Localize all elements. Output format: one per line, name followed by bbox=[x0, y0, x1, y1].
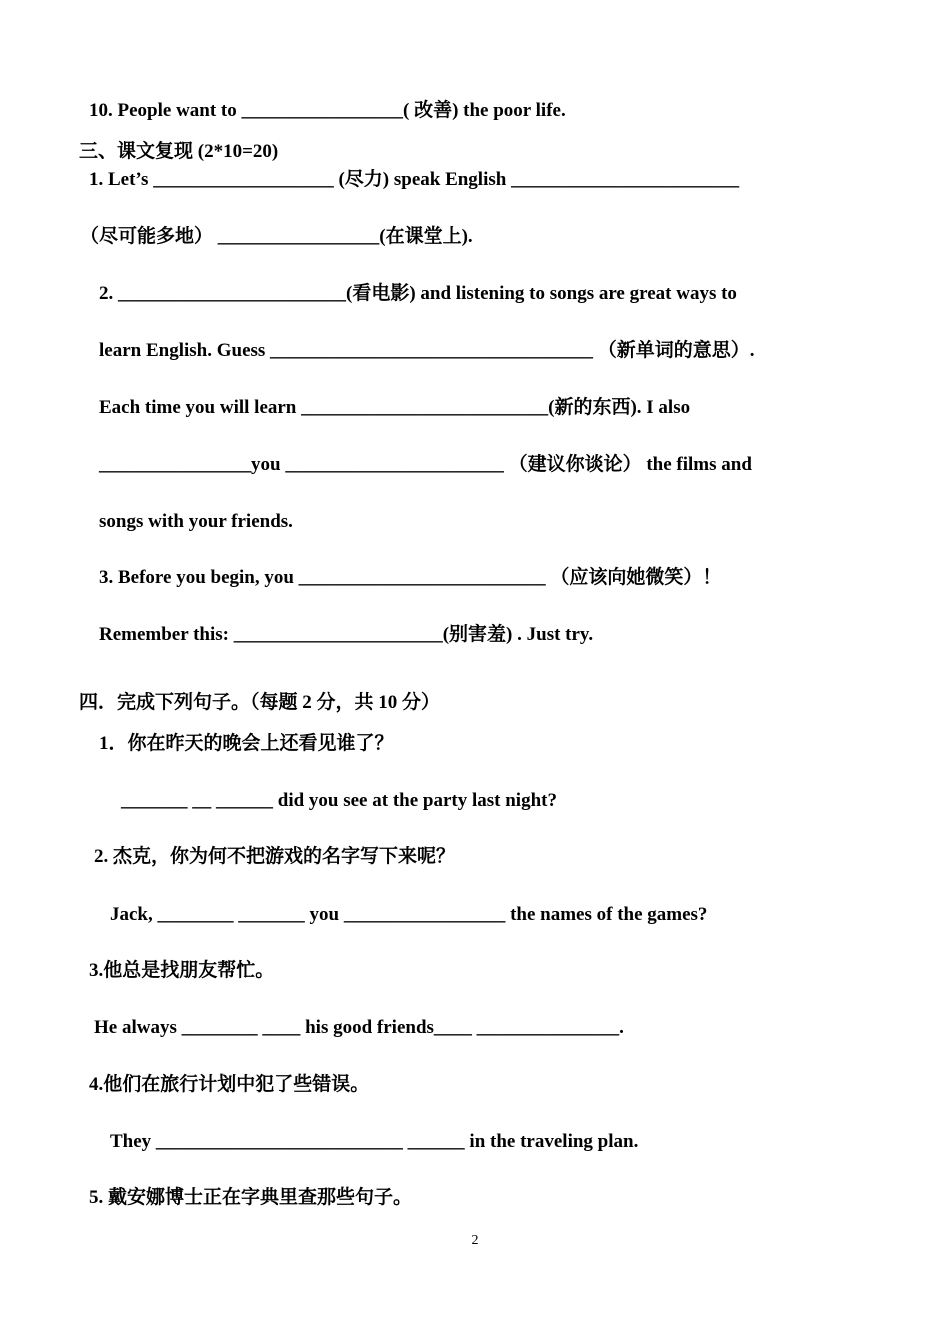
section-3-q2-line3: Each time you will learn __________________________(新的东西). I also bbox=[99, 397, 691, 418]
section-3-q2-line5: songs with your friends. bbox=[99, 511, 293, 532]
section-3-q2-line2: learn English. Guess __________________________________ （新单词的意思）. bbox=[99, 340, 755, 361]
section-3-q3-line1: 3. Before you begin, you __________________________ （应该向她微笑）！ bbox=[99, 567, 722, 588]
section-4-q4-chinese: 4.他们在旅行计划中犯了些错误。 bbox=[89, 1074, 370, 1095]
section-4-q3-english: He always ________ ____ his good friends____ _______________. bbox=[94, 1017, 624, 1038]
section-4-q2-english: Jack, ________ _______ you _________________ the names of the games? bbox=[110, 904, 708, 925]
page-number: 2 bbox=[471, 1233, 479, 1248]
section-4-q2-chinese: 2. 杰克，你为何不把游戏的名字写下来呢？ bbox=[94, 846, 456, 867]
section-4-q1-english: _______ __ ______ did you see at the party last night? bbox=[121, 790, 557, 811]
section-4-q5-chinese: 5. 戴安娜博士正在字典里查那些句子。 bbox=[89, 1187, 413, 1208]
line-q10: 10. People want to _________________( 改善) the poor life. bbox=[89, 100, 566, 121]
section-3-q3-line2: Remember this: ______________________(别害羞) . Just try. bbox=[99, 624, 594, 645]
section-3-q1-line2: （尽可能多地） _________________(在课堂上). bbox=[80, 226, 473, 247]
section-4-q3-chinese: 3.他总是找朋友帮忙。 bbox=[89, 960, 275, 981]
section-4-heading: 四．完成下列句子。（每题 2 分，共 10 分） bbox=[79, 692, 441, 713]
section-3-q1-line1: 1. Let’s ___________________ (尽力) speak English ________________________ bbox=[89, 169, 740, 190]
section-4-q4-english: They __________________________ ______ in the traveling plan. bbox=[110, 1131, 639, 1152]
section-3-q2-line4: ________________you _______________________ （建议你谈论） the films and bbox=[99, 454, 752, 475]
section-3-q2-line1: 2. ________________________(看电影) and listening to songs are great ways to bbox=[99, 283, 737, 304]
section-3-heading: 三、课文复现 (2*10=20) bbox=[79, 141, 279, 162]
section-4-q1-chinese: 1．你在昨天的晚会上还看见谁了？ bbox=[99, 733, 394, 754]
